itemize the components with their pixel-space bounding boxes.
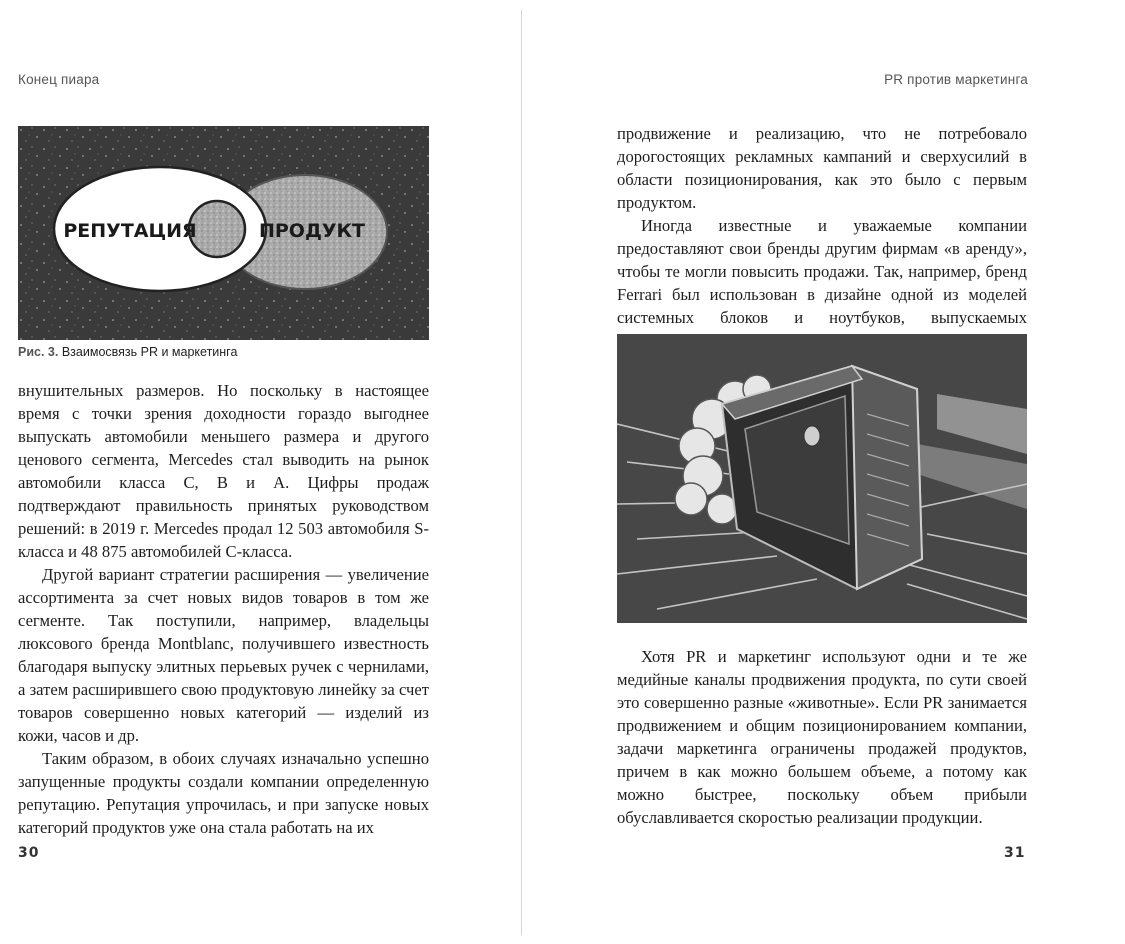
right-page-body-bottom bbox=[617, 645, 1027, 829]
caption-text: Взаимосвязь PR и маркетинга bbox=[61, 345, 238, 359]
paragraph: Иногда известные и уважаемые компании предоставляют свои бренды другим фирмам «в аренду», чтобы те могли повысить продажи. Так, например, бренд Ferrari был использован в дизайне одной из моделей системных блоков и ноутбуков, выпускаемых bbox=[617, 216, 1027, 327]
paragraph: Другой вариант стратегии расширения — увеличение ассортимента за счет новых видов товаров в том же сегменте. Так поступили, например, владельцы люксового бренда Montblanc, получившего известность благодаря выпуску элитных перьевых ручек с чернилами, а затем расширившего свою продуктовую линейку за счет товаров совершенно новых категорий — изделий из кожи, часов и др. bbox=[18, 565, 429, 745]
speeding-pc-case-graphic bbox=[617, 334, 1027, 623]
paragraph: внушительных размеров. Но поскольку в настоящее время с точки зрения доходности гораздо выгоднее выпускать автомобили меньшего размера и другого ценового сегмента, Mercedes стал выводить на рынок автомобили класса C, B и A. Цифры продаж подтверждают правильность принятых руководством решений: в 2019 г. Mercedes продал 12 503 автомобиля S-класса и 48 875 автомобилей С-класса. bbox=[18, 381, 429, 561]
book-gutter bbox=[521, 10, 522, 935]
computer-case-illustration bbox=[617, 334, 1027, 623]
reputation-bubble-label: РЕПУТАЦИЯ bbox=[63, 220, 197, 242]
right-page-body-top bbox=[617, 122, 1027, 352]
left-page-body bbox=[18, 379, 429, 839]
reputation-product-illustration bbox=[18, 126, 429, 340]
paragraph: продвижение и реализацию, что не потребовало дорогостоящих рекламных кампаний и сверхусилий в области позиционирования, как это было с первым продуктом. bbox=[617, 124, 1027, 212]
venn-diagram-graphic bbox=[18, 126, 429, 340]
figure-caption bbox=[18, 345, 237, 359]
caption-label: Рис. 3. bbox=[18, 345, 59, 359]
left-running-head: Конец пиара bbox=[18, 72, 100, 87]
product-bubble-label: ПРОДУКТ bbox=[258, 220, 366, 242]
right-running-head: PR против маркетинга bbox=[884, 72, 1028, 87]
paragraph: Таким образом, в обоих случаях изначально успешно запущенные продукты создали компании определенную репутацию. Репутация упрочилась, и при запуске новых категорий продуктов уже она стала работать на их bbox=[18, 749, 429, 837]
left-page-number: 30 bbox=[18, 845, 40, 861]
right-page-number: 31 bbox=[1004, 845, 1026, 861]
paragraph: Хотя PR и маркетинг используют одни и те же медийные каналы продвижения продукта, по сути своей это совершенно разные «животные». Если PR занимается продвижением и общим позиционированием компании, задачи маркетинга ограничены продажей продуктов, причем в как можно большем объеме, а потому как можно быстрее, поскольку объем прибыли обуславливается скоростью реализации продукции. bbox=[617, 647, 1027, 827]
